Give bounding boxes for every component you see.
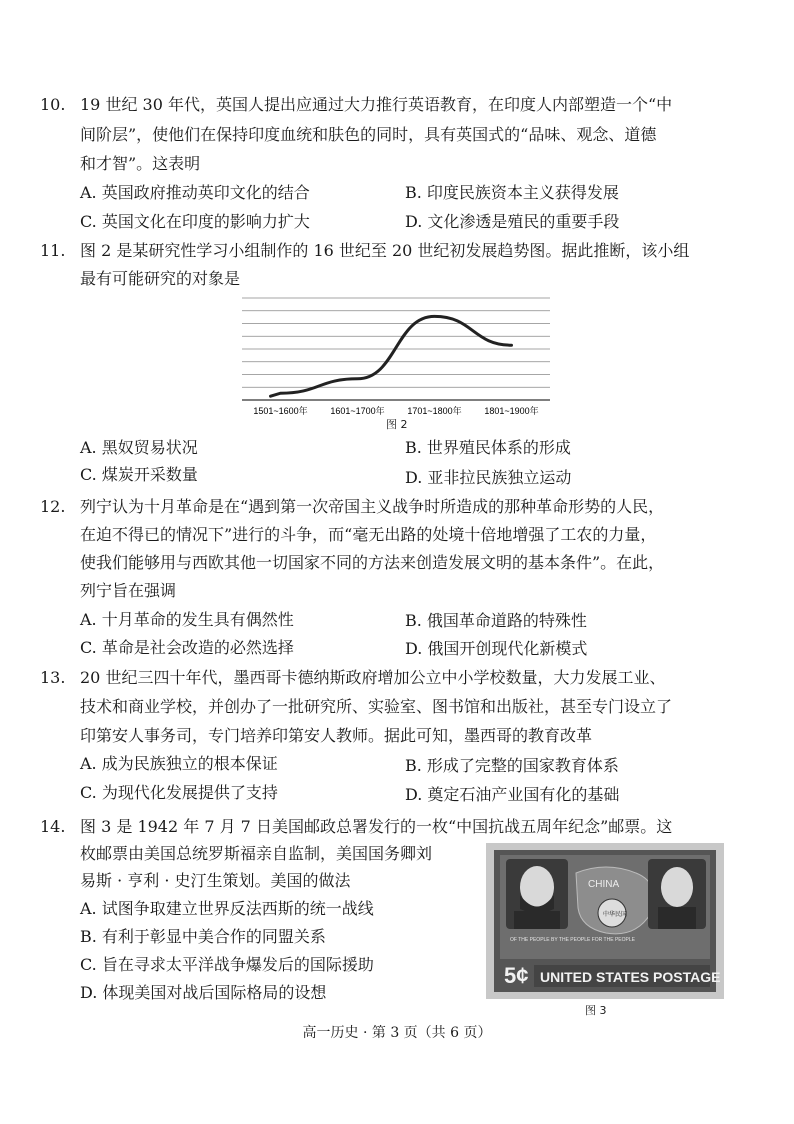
option-c: C. 煤炭开采数量	[80, 465, 198, 484]
question-number: 14.	[40, 817, 66, 836]
option-a: A. 十月革命的发生具有偶然性	[80, 610, 294, 629]
question-stem-line: 20 世纪三四十年代，墨西哥卡德纳斯政府增加公立中小学校数量，大力发展工业、	[80, 668, 666, 687]
option-c: C. 革命是社会改造的必然选择	[80, 638, 294, 657]
question-stem-line: 列宁认为十月革命是在“遇到第一次帝国主义战争时所造成的那种革命形势的人民，	[80, 497, 665, 516]
question-number: 12.	[40, 497, 66, 516]
lincoln-portrait	[506, 859, 568, 929]
stamp-banner-text: UNITED STATES POSTAGE	[540, 969, 721, 985]
question-number: 11.	[40, 241, 66, 260]
question-stem-line: 使我们能够用与西欧其他一切国家不同的方法来创造发展文明的基本条件”。在此，	[80, 553, 665, 572]
question-stem-line: 和才智”。这表明	[80, 154, 201, 173]
question-stem-line: 最有可能研究的对象是	[80, 269, 241, 288]
question-stem-line: 在迫不得已的情况下”进行的斗争，而“毫无出路的处境十倍地增强了工农的力量，	[80, 525, 657, 544]
question-stem-line: 19 世纪 30 年代，英国人提出应通过大力推行英语教育，在印度人内部塑造一个“中	[80, 95, 673, 114]
option-d: D. 俄国开创现代化新模式	[405, 639, 588, 658]
question-stem-line: 列宁旨在强调	[80, 581, 177, 600]
option-a: A. 黑奴贸易状况	[80, 438, 198, 457]
option-b: B. 有利于彰显中美合作的同盟关系	[80, 927, 326, 946]
figure-3-caption: 图 3	[585, 1004, 607, 1017]
question-stem-line: 印第安人事务司，专门培养印第安人教师。据此可知，墨西哥的教育改革	[80, 726, 593, 745]
china-map	[576, 867, 654, 934]
stamp-emblem-text: 中华民国	[603, 911, 628, 918]
chiang-portrait	[648, 859, 706, 929]
figure-2-caption: 图 2	[386, 418, 408, 431]
option-c: C. 旨在寻求太平洋战争爆发后的国际援助	[80, 955, 374, 974]
stamp-denomination: 5¢	[504, 963, 529, 988]
option-b: B. 印度民族资本主义获得发展	[405, 183, 619, 202]
stamp-map-text: CHINA	[588, 879, 620, 890]
option-d: D. 文化渗透是殖民的重要手段	[405, 212, 620, 231]
option-a: A. 成为民族独立的根本保证	[80, 754, 278, 773]
stamp-quote: OF THE PEOPLE BY THE PEOPLE FOR THE PEOPLE	[510, 937, 635, 943]
option-b: B. 世界殖民体系的形成	[405, 438, 571, 457]
x-tick-label: 1701~1800年	[407, 406, 462, 416]
option-b: B. 俄国革命道路的特殊性	[405, 611, 587, 630]
option-b: B. 形成了完整的国家教育体系	[405, 756, 619, 775]
option-d: D. 亚非拉民族独立运动	[405, 468, 572, 487]
x-tick-label: 1501~1600年	[253, 406, 308, 416]
commemorative-stamp	[486, 843, 724, 999]
trend-line	[271, 316, 512, 396]
question-stem-line: 技术和商业学校，并创办了一批研究所、实验室、图书馆和出版社，甚至专门设立了	[80, 697, 673, 716]
trend-chart	[236, 290, 556, 430]
option-c: C. 为现代化发展提供了支持	[80, 783, 278, 802]
x-tick-label: 1801~1900年	[484, 406, 539, 416]
question-stem-line: 间阶层”，使他们在保持印度血统和肤色的同时，具有英国式的“品味、观念、道德	[80, 125, 657, 144]
option-c: C. 英国文化在印度的影响力扩大	[80, 212, 310, 231]
x-tick-label: 1601~1700年	[330, 406, 385, 416]
question-stem-line: 枚邮票由美国总统罗斯福亲自监制，美国国务卿刘	[80, 844, 433, 863]
question-stem-line: 图 2 是某研究性学习小组制作的 16 世纪至 20 世纪初发展趋势图。据此推断，该小组	[80, 241, 690, 260]
option-a: A. 试图争取建立世界反法西斯的统一战线	[80, 899, 374, 918]
question-number: 13.	[40, 668, 66, 687]
option-d: D. 奠定石油产业国有化的基础	[405, 785, 620, 804]
page-footer: 高一历史 · 第 3 页（共 6 页）	[302, 1025, 492, 1041]
question-stem-line: 易斯 · 亨利 · 史汀生策划。美国的做法	[80, 871, 351, 890]
option-a: A. 英国政府推动英印文化的结合	[80, 183, 310, 202]
question-number: 10.	[40, 95, 66, 114]
question-stem-line: 图 3 是 1942 年 7 月 7 日美国邮政总署发行的一枚“中国抗战五周年纪念”邮票。这	[80, 817, 673, 836]
option-d: D. 体现美国对战后国际格局的设想	[80, 983, 327, 1002]
